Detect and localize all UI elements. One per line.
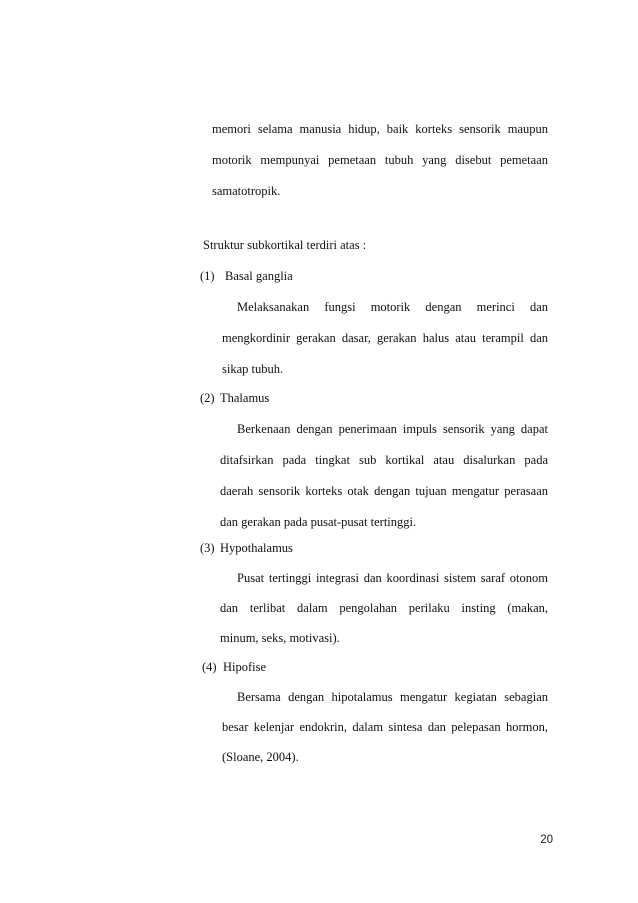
- item-3-number: (3): [200, 541, 215, 555]
- item-2-line-3: daerah sensorik korteks otak dengan tujuan mengatur perasaan: [220, 484, 548, 498]
- item-2-line-2: ditafsirkan pada tingkat sub kortikal atau disalurkan pada: [220, 453, 548, 467]
- item-3-line-3: minum, seks, motivasi).: [220, 631, 340, 645]
- item-4-line-2: besar kelenjar endokrin, dalam sintesa dan pelepasan hormon,: [222, 720, 548, 734]
- item-2-number: (2): [200, 391, 215, 405]
- intro-line-2: motorik mempunyai pemetaan tubuh yang disebut pemetaan: [212, 153, 548, 167]
- item-3-line-1: Pusat tertinggi integrasi dan koordinasi sistem saraf otonom: [237, 571, 548, 585]
- item-3-line-2: dan terlibat dalam pengolahan perilaku insting (makan,: [220, 601, 548, 615]
- item-2-title: Thalamus: [220, 391, 270, 405]
- section-heading: Struktur subkortikal terdiri atas :: [203, 238, 367, 252]
- item-2-line-1: Berkenaan dengan penerimaan impuls sensorik yang dapat: [237, 422, 548, 436]
- item-4-number: (4): [202, 660, 217, 674]
- page-number: 20: [540, 834, 553, 846]
- item-4-line-1: Bersama dengan hipotalamus mengatur kegiatan sebagian: [237, 690, 548, 704]
- item-4-line-3: (Sloane, 2004).: [222, 750, 299, 764]
- item-2-line-4: dan gerakan pada pusat-pusat tertinggi.: [220, 515, 417, 529]
- item-3-title: Hypothalamus: [220, 541, 293, 555]
- item-4-title: Hipofise: [223, 660, 267, 674]
- item-1-number: (1): [200, 269, 215, 283]
- item-1-line-3: sikap tubuh.: [222, 362, 284, 376]
- intro-line-3: samatotropik.: [212, 184, 281, 198]
- intro-line-1: memori selama manusia hidup, baik korteks sensorik maupun: [212, 122, 548, 136]
- item-1-line-2: mengkordinir gerakan dasar, gerakan halus atau terampil dan: [222, 331, 548, 345]
- item-1-title: Basal ganglia: [225, 269, 293, 283]
- item-1-line-1: Melaksanakan fungsi motorik dengan merinci dan: [237, 300, 548, 314]
